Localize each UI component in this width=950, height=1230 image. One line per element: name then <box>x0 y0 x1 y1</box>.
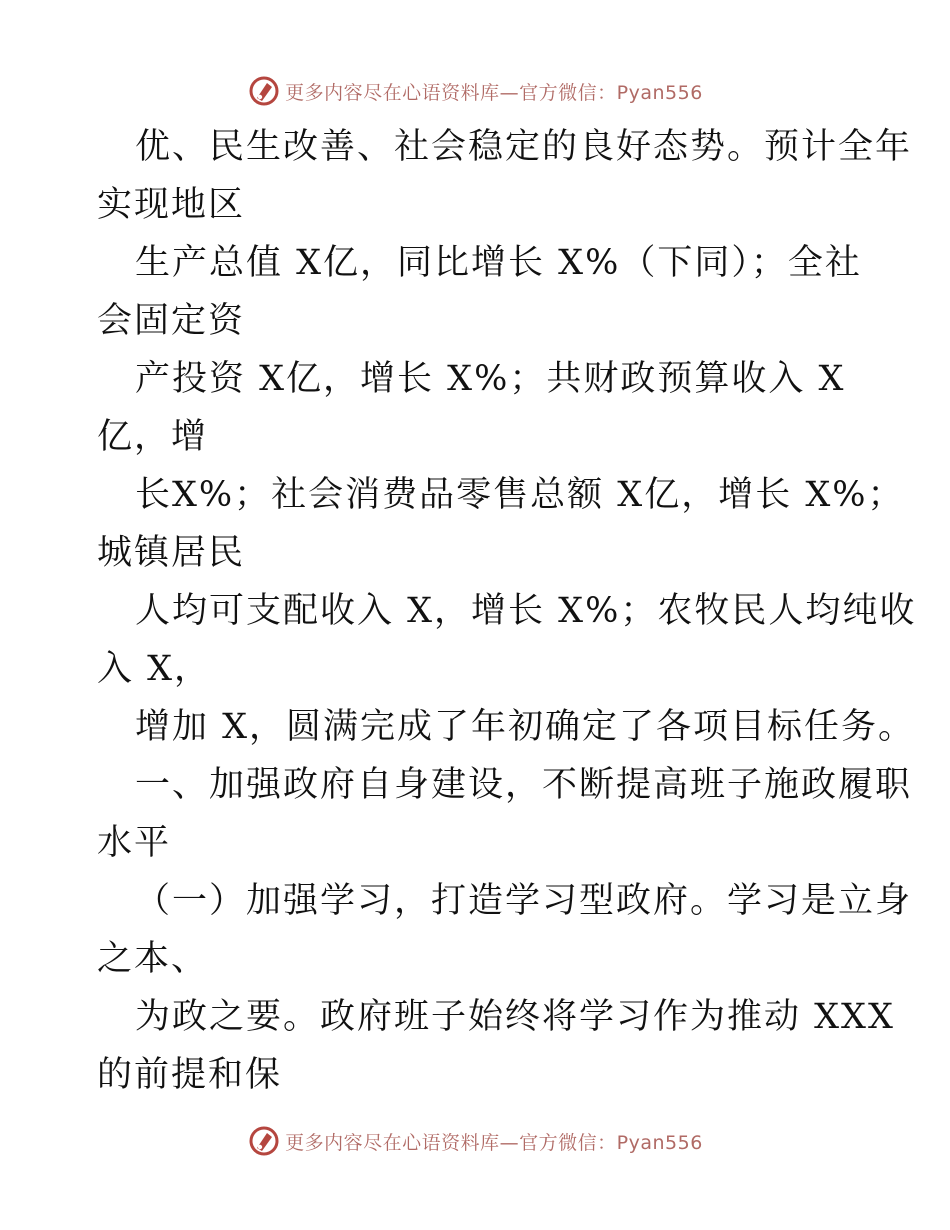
text-line: 入 X， <box>97 649 212 689</box>
section-heading-continued: 水平 <box>97 823 172 863</box>
header-banner <box>0 71 950 111</box>
footer-banner <box>0 1121 950 1161</box>
document-body <box>97 118 917 1104</box>
text-line: 产投资 X亿，增长 X%；共财政预算收入 X <box>135 359 846 399</box>
text-line: 亿，增 <box>97 417 209 457</box>
text-line: 城镇居民 <box>97 533 246 573</box>
text-line: 为政之要。政府班子始终将学习作为推动 XXX <box>135 997 895 1037</box>
text-line: 长X%；社会消费品零售总额 X亿，增长 X%； <box>135 475 905 515</box>
section-heading: 一、加强政府自身建设，不断提高班子施政履职 <box>135 765 913 805</box>
pen-nib-logo-icon <box>247 1124 281 1158</box>
header-banner-text: 更多内容尽在心语资料库—官方微信：Pyan556 <box>285 81 703 104</box>
text-line: 生产总值 X亿，同比增长 X%（下同）；全社 <box>135 243 862 283</box>
text-line: 人均可支配收入 X，增长 X%；农牧民人均纯收 <box>135 591 917 631</box>
text-line: 优、民生改善、社会稳定的良好态势。预计全年 <box>135 127 913 167</box>
text-line: 之本、 <box>97 939 209 979</box>
footer-banner-text: 更多内容尽在心语资料库—官方微信：Pyan556 <box>285 1131 703 1154</box>
text-line: 会固定资 <box>97 301 246 341</box>
subsection-heading: （一）加强学习，打造学习型政府。学习是立身 <box>135 881 913 921</box>
pen-nib-logo-icon <box>247 74 281 108</box>
text-line: 实现地区 <box>97 185 246 225</box>
text-line: 增加 X，圆满完成了年初确定了各项目标任务。 <box>135 707 916 747</box>
text-line: 的前提和保 <box>97 1055 283 1095</box>
